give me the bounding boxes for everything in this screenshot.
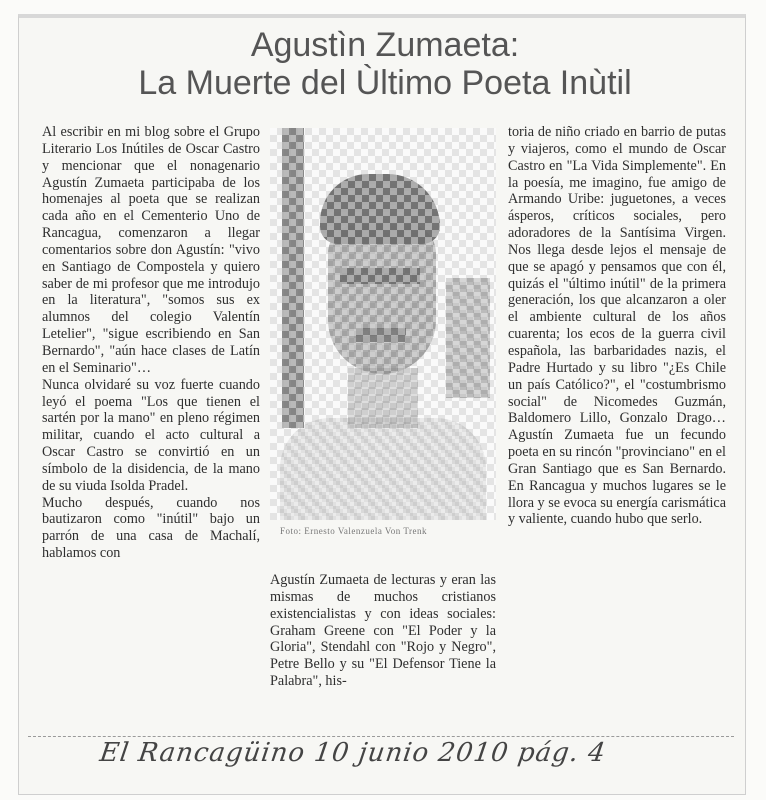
photo-shirt [280, 418, 486, 520]
photo-eyes [340, 268, 420, 284]
column1-paragraph-3: Mucho después, cuando nos bautizaron como "inútil" bajo un parrón de una casa de Machalí, hablamos con [42, 494, 260, 562]
photo-neck [348, 368, 418, 428]
photo-mouth [356, 328, 406, 342]
photo-face [328, 224, 436, 374]
handwritten-source-note: El Rancagüino 10 junio 2010 pág. 4 [97, 738, 608, 768]
column3-paragraph-1: toria de niño criado en barrio de putas y viajeros, como el mundo de Oscar Castro en "La Vida Simplemente". En la poesía, me imagino, fue amigo de Armando Uribe: juguetones, a veces ásperos, críticos sociales, pero adoradores de la Santísima Virgen. Nos llega desde lejos el mensaje de que se apagó y pensamos que con él, quizás el "último inútil" de la primera generación, los que alcanzaron a oler el ambiente cultural de los años cuarenta; los ecos de la guerra civil española, las barbaridades nazis, el Padre Hurtado y su libro "¿Es Chile un país Católico?", el "costumbrismo social" de Nicomedes Guzmán, Baldomero Lillo, Gonzalo Drago… Agustín Zumaeta fue un fecundo poeta en su rincón "provinciano" en el Gran Santiago que es San Bernardo. En Rancagua y muchos lugares se le llora y se evoca su energía carismática y valiente, cuando hubo que serlo. [508, 124, 726, 528]
article-headline [40, 26, 730, 102]
article-column-2 [270, 572, 496, 722]
footer-divider [28, 736, 734, 737]
portrait-photo [270, 128, 496, 520]
photo-background-pole [282, 128, 304, 428]
article-column-3 [508, 124, 726, 724]
column1-paragraph-2: Nunca olvidaré su voz fuerte cuando leyó el poema "Los que tienen el sartén por la mano" en pleno régimen militar, cuando el acto cultural a Oscar Castro se convirtió en un símbolo de la disidencia, de la mano de su viuda Isolda Pradel. [42, 376, 260, 494]
headline-line-2: La Muerte del Ùltimo Poeta Inùtil [138, 64, 632, 102]
column2-paragraph-1: Agustín Zumaeta de lecturas y eran las mismas de muchos cristianos existencialistas y con ideas sociales: Graham Greene con "El Poder y la Gloria", Stendahl con "Rojo y Negro", Petre Bello y su "El Defensor Tiene la Palabra", his- [270, 572, 496, 690]
photo-background-right [446, 278, 490, 398]
column1-paragraph-1: Al escribir en mi blog sobre el Grupo Literario Los Inútiles de Oscar Castro y mencionar que el nonagenario Agustín Zumaeta participaba de los homenajes al poeta que se realizan cada año en el Cementerio Uno de Rancagua, comenzaron a llegar comentarios sobre don Agustín: "vivo en Santiago de Compostela y quiero saber de mi profesor que me introdujo en la literatura", "somos sus ex alumnos del colegio Valentín Letelier", "sigue escribiendo en San Bernardo", "aún hace clases de Latín en el Seminario"… [42, 124, 260, 376]
article-column-1 [42, 124, 260, 724]
photo-hair [320, 174, 440, 244]
headline-line-1: Agustìn Zumaeta: [250, 26, 520, 64]
photo-caption: Foto: Ernesto Valenzuela Von Trenk [280, 526, 427, 536]
